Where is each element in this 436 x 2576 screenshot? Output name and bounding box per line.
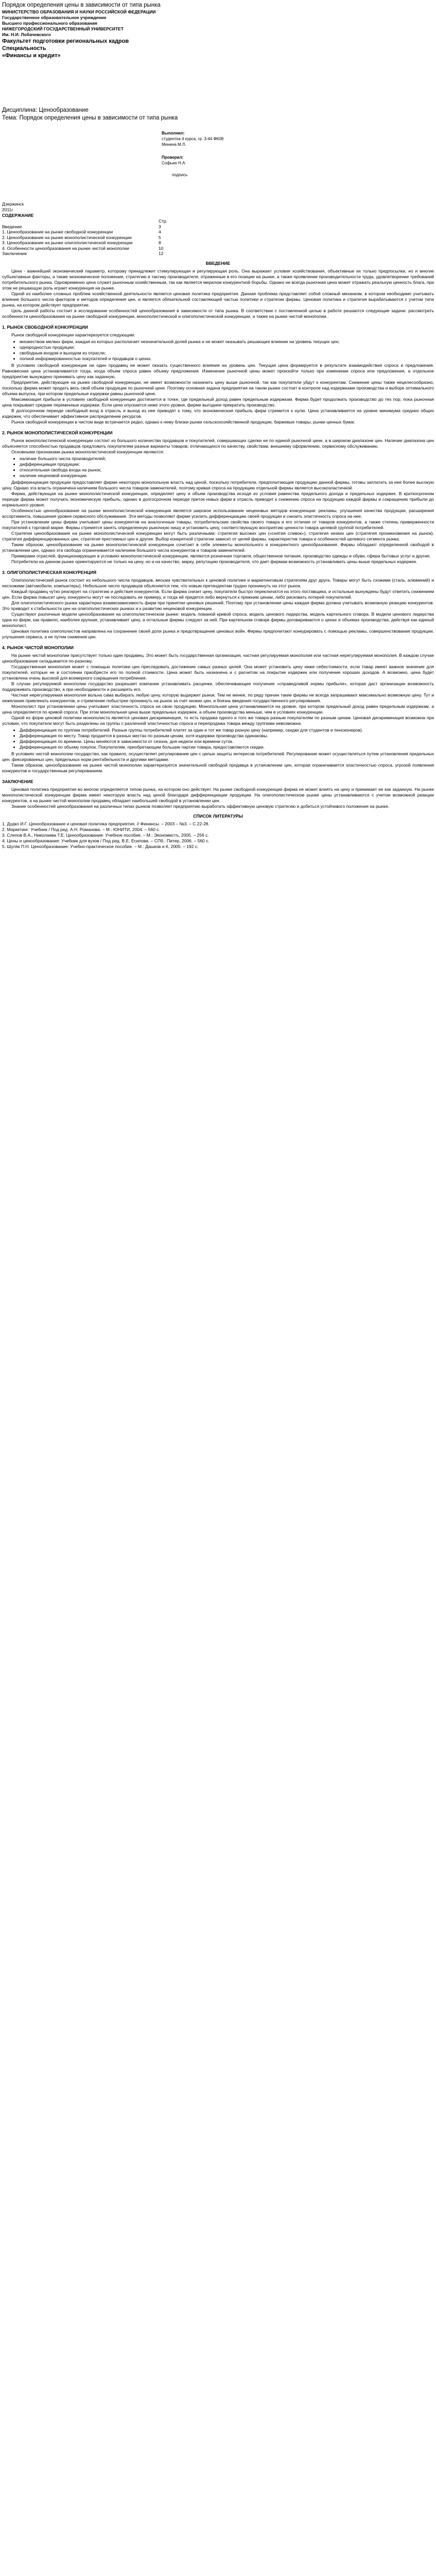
section-3-paragraph: Ценовая политика олигополистов направлена на сохранение своей доли рынка и предотвращение ценовых войн. Фирмы предпочитают конкурировать с помощью рекламы, совершенствования продукции, улучшения сервиса, а не путем снижения цен. [2,628,434,639]
ministry-line: МИНИСТЕРСТВО ОБРАЗОВАНИЯ И НАУКИ РОССИЙСКОЙ ФЕДЕРАЦИИ [2,9,156,14]
toc-row-title: 1. Ценообразование на рынке свободной конкуренции [2,229,113,234]
intro-heading: ВВЕДЕНИЕ [205,260,231,266]
performed-label: Выполнил: [162,131,185,135]
discipline-line: Дисциплина: Ценообразование [2,107,89,113]
toc-row-page: 10 [159,245,164,251]
checker-block [162,155,434,178]
org-line-1: Государственное образовательное учреждение [2,15,107,20]
specialty-label: Специальность [2,45,46,52]
section-1-paragraph: Рынок свободной конкуренции характеризуется следующим: [11,332,135,337]
conclusion-heading: ЗАКЛЮЧЕНИЕ [2,778,33,784]
org-line-3: НИЖЕГОРОДСКИЙ ГОСУДАРСТВЕННЫЙ УНИВЕРСИТЕТ [2,26,124,31]
source-item: 1. Дудко И.Г. Ценообразование и ценовая политика предприятия. // Финансы. – 2003 – №3. – С.22-28. [2,821,210,826]
toc-row [2,251,172,257]
toc-row [2,229,172,235]
toc-row-title: Заключение [2,251,27,256]
source-item: 4. Цены и ценообразование: Учебник для вузов / Под ред. В.Е. Есипова. – СПб.: Питер, 2006. – 560 с. [2,838,210,843]
document-title: Порядок определения цены в зависимости от типа рынка [2,2,161,8]
section-2-bullet-list [2,456,434,479]
section-1-paragraph: Максимизация прибыли в условиях свободной конкуренции достигается в точке, где предельный доход равен предельным издержкам. Фирма будет продолжать производство до тех пор, пока рыночная цена покрывает средние переменные издержки. Если цена опускается ниже этого уровня, фирме выгоднее прекратить производство. [2,396,434,408]
section-2-heading: 2. РЫНОК МОНОПОЛИСТИЧЕСКОЙ КОНКУРЕНЦИИ [2,430,113,435]
list-item: • дифференциация продукции; [20,462,434,467]
toc-heading: СОДЕРЖАНИЕ [2,213,34,218]
section-2-paragraph: Таким образом, ценообразование на рынке монополистической конкуренции сочетает в себе элементы монопольного и конкурентного ценообразования. Фирмы обладают определенной свободой в установлении цен, однако эта свобода ограничивается наличием большого числа конкурентов и товаров-заменителей. [2,541,434,553]
list-item: • Дифференциация по группам потребителей. Разные группы потребителей платят за один и тот же товар разную цену (например, скидки для студентов и пенсионеров). [20,727,434,733]
conclusion-paragraph: Ценовая политика предприятия во многом определяется типом рынка, на котором оно действует. На рынке свободной конкуренции фирма не может влиять на цену и принимает ее как заданную. На рынке монополистической конкуренции фирма имеет некоторую власть над ценой благодаря дифференциации продукции. На олигополистическом рынке цены устанавливаются с учетом возможной реакции конкурентов, а на рынке чистой монополии продавец обладает наибольшей свободой в установлении цен. [2,786,434,803]
section-4-paragraph: В случае регулируемой монополии государство разрешает компании устанавливать расценки, обеспечивающие получение «справедливой нормы прибыли», которая даст организации возможность поддерживать производство, а при необходимости и расширять его. [2,681,434,692]
specialty-name: «Финансы и кредит» [2,53,61,59]
section-4-paragraph: Одной из форм ценовой политики монополиста является ценовая дискриминация, то есть продажа одного и того же товара разным покупателям по разным ценам. Ценовая дискриминация возможна при условии, что покупатели могут быть разделены на группы с различной эластичностью спроса и перепродажа товара между группами невозможна. [2,715,434,726]
section-1-paragraph: Рынок свободной конкуренции в чистом виде встречается редко, однако к нему близки рынки сельскохозяйственной продукции, биржевые товары, рынки ценных бумаг. [11,419,355,425]
section-2-paragraph: Дифференциация продукции предоставляет фирме некоторую монопольную власть над ценой, поскольку потребители, предпочитающие продукцию данной фирмы, готовы заплатить за нее более высокую цену. Однако эта власть ограничена наличием большого числа товаров-заменителей, поэтому кривая спроса на продукцию отдельной фирмы является высокоэластичной. [2,479,434,490]
performed-line-2: Минина М.Л. [162,142,186,147]
source-item: 2. Маркетинг: Учебник / Под ред. А.Н. Романова. – М.: ЮНИТИ, 2004. – 560 с. [2,826,160,832]
toc-row [2,224,172,230]
toc-row [2,235,172,241]
section-4-paragraph: Монополист при установлении цены учитывает эластичность спроса на свою продукцию. Монопольная цена устанавливается на уровне, при котором предельный доход равен предельным издержкам, а цена определяется по кривой спроса. При этом монопольная цена выше предельных издержек, а объем производства меньше, чем в условиях конкуренции. [2,703,434,715]
source-item: 5. Шуляк П.Н. Ценообразование: Учебно-практическое пособие. – М.: Дашков и К, 2005. – 192 с. [2,843,199,849]
section-1-heading: 1. РЫНОК СВОБОДНОЙ КОНКУРЕНЦИИ [2,324,88,330]
org-line-4: Им. Н.И. Лобачевского [2,32,51,37]
section-1-paragraph: В долгосрочном периоде свободный вход в отрасль и выход из нее приводят к тому, что экономическая прибыль фирм стремится к нулю. Цена устанавливается на уровне минимума средних общих издержек, что обеспечивает эффективное распределение ресурсов. [2,408,434,419]
section-3-heading: 3. ОЛИГОПОЛИСТИЧЕСКАЯ КОНКУРЕНЦИЯ [2,569,97,575]
toc-row-page: 4 [159,229,161,234]
section-4-paragraph: Государственная монополия может с помощью политики цен преследовать достижение самых разных целей. Она может установить цену ниже себестоимости, если товар имеет важное значение для покупателей, которые не в состоянии приобрести его по полной стоимости. Цена может быть назначена и с расчетом на покрытие издержек или получение хороших доходов. А возможно, цена будет установлена очень высокой для всемерного сокращения потребления. [2,664,434,681]
performed-line-1: студентка 4 курса, гр. 3-44 ФК08 [162,137,224,141]
toc-row-page: 8 [159,240,161,245]
sources-list [2,821,434,850]
list-item: • свободным входом и выходом из отрасли; [20,350,434,356]
checked-label: Проверил: [162,155,184,160]
section-1-paragraph: Предприятие, действующее на рынке свободной конкуренции, не имеет возможности назначить цену выше рыночной, так как покупатели уйдут к конкурентам. Снижение цены также нецелесообразно, поскольку фирма может продать весь свой объем продукции по рыночной цене. Поэтому основная задача предприятия на таком рынке состоит в контроле над издержками производства и выборе оптимального объема выпуска, при котором предельные издержки равны рыночной цене. [2,379,434,396]
toc-row-page: 5 [159,234,161,240]
toc-row [2,246,172,251]
list-item: • наличие неценовой конкуренции. [20,473,434,479]
toc-row-title: 2. Ценообразование на рынке монополистической конкуренции [2,234,132,240]
intro-paragraph: Одной из наиболее сложных проблем хозяйственной деятельности является ценовая политика предприятия. Данная проблема представляет собой сложный механизм, в котором необходимо учитывать влияние большого числа факторов и методов определения цен, и является обязательной составляющей частью политики и стратегии фирмы. Ценовая политика и стратегия вырабатываются с учетом типа рынка, на котором действует предприятие. [2,291,434,308]
toc-row-title: 3. Ценообразование на рынке олигополистической конкуренции [2,240,133,245]
topic-line: Тема: Порядок определения цены в зависимости от типа рынка [2,115,178,121]
section-2-paragraph: Рынок монополистической конкуренции состоит из большого количества продавцов и покупателей, совершающих сделки не по единой рыночной цене, а в широком диапазоне цен. Наличие диапазона цен объясняется способностью продавцов предложить покупателям разные варианты товаров, отличающихся по качеству, свойствам, внешнему оформлению, сервисному обслуживанию. [2,437,434,449]
intro-paragraph: Цель данной работы состоит в исследовании особенностей ценообразования в зависимости от типа рынка. В соответствии с поставленной целью в работе решаются следующие задачи: рассмотреть особенности ценообразования на рынке свободной конкуренции, монополистической и олигополистической конкуренции, а также на рынке чистой монополии. [2,308,434,319]
list-item: • однородностью продукции; [20,345,434,350]
section-4-paragraph: Частная нерегулируемая монополия вольна сама выбирать любую цену, которую выдержит рынок. Тем не менее, по ряду причин такие фирмы не всегда запрашивают максимально возможную цену. Тут и нежелание привлекать конкурентов, и стремление побыстрее проникнуть на рынок за счет низких цен, и боязнь введения государственного регулирования. [2,692,434,703]
section-3-paragraph: Существуют различные модели ценообразования на олигополистическом рынке: модель ломаной кривой спроса, модель ценового лидерства, модель картельного сговора. В модели ценового лидерства одна из фирм, как правило, наиболее крупная, устанавливает цену, а остальные фирмы следуют за ней. При картельном сговоре фирмы договариваются о ценах и объемах производства, действуя как единый монополист. [2,611,434,628]
year-line: 2011г. [2,207,14,212]
section-3-paragraph: Для олигополистического рынка характерна взаимозависимость фирм при принятии ценовых решений. Поэтому при установлении цены каждая фирма должна учитывать возможную реакцию конкурентов. Это приводит к стабильности цен на олигополистических рынках и к развитию неценовой конкуренции. [2,600,434,611]
section-2-paragraph: Особенностью ценообразования на рынке монополистической конкуренции является широкое использование неценовых методов конкуренции: рекламы, улучшения качества продукции, расширения ассортимента, повышения уровня сервисного обслуживания. Эти методы позволяют фирме усилить дифференциацию своей продукции и снизить эластичность спроса на нее. [2,507,434,519]
section-2-paragraph: Основными признаками рынка монополистической конкуренции являются: [11,449,164,454]
list-item: • Дифференциация по времени. Цены меняются в зависимости от сезона, дня недели или времени суток. [20,739,434,744]
section-4-paragraph: На рынке чистой монополии присутствует только один продавец. Это может быть государственная организация, частная регулируемая монополия или частная нерегулируемая монополия. В каждом случае ценообразование складывается по-разному. [2,652,434,664]
section-4-bullet-list [2,727,434,750]
section-2-paragraph: Стратегии ценообразования на рынке монополистической конкуренции могут быть различными: стратегия высоких цен («снятия сливок»), стратегия низких цен (стратегия проникновения на рынок), стратегия дифференцированных цен, стратегия престижных цен и другие. Выбор конкретной стратегии зависит от целей фирмы, характеристик товара и особенностей целевого сегмента рынка. [2,530,434,541]
list-item: • наличие большого числа производителей; [20,456,434,462]
section-1-paragraph: В условиях свободной конкуренции ни один продавец не может оказать существенного влияния на уровень цен. Текущая цена формируется в результате взаимодействия спроса и предложения. Равновесная цена устанавливается тогда, когда объем спроса равен объему предложения. Изменение рыночной цены может произойти только при изменении спроса или предложения, а отдельное предприятие вынуждено принимать цену как заданную. [2,362,434,379]
checked-line-1: Софьин Н.А. [162,161,186,165]
section-4-paragraph: В условиях чистой монополии государство, как правило, осуществляет регулирование цен с целью защиты интересов потребителей. Регулирование может осуществляться путем установления предельных цен, фиксированных цен, предельных норм рентабельности и другими методами. [2,751,434,762]
section-2-paragraph: Потребители на данном рынке ориентируются не только на цену, но и на качество, марку, репутацию производителя, что дает фирмам возможность устанавливать цены выше предельных издержек. [11,558,417,564]
faculty-title: Факультет подготовки региональных кадров [2,38,129,44]
toc-page-label-row [2,218,172,224]
document-page [0,0,436,850]
section-2-paragraph: При установлении цены фирма учитывает цены конкурентов на аналогичные товары, потребительские свойства своего товара и его отличия от товаров конкурентов, а также степень приверженности покупателей к торговой марке. Фирмы стремятся занять определенную рыночную нишу и установить цену, соответствующую восприятию ценности товара целевой группой потребителей. [2,519,434,530]
toc-page-label: Стр. [159,218,168,224]
section-4-paragraph: Таким образом, ценообразование на рынке чистой монополии характеризуется значительной свободой продавца в установлении цен, которая ограничивается эластичностью спроса, угрозой появления конкурентов и государственным регулированием. [2,762,434,773]
section-1-bullet-list [2,339,434,362]
table-of-contents [2,213,172,257]
section-4-heading: 4. РЫНОК ЧИСТОЙ МОНОПОЛИИ [2,645,74,650]
conclusion-paragraph: Знание особенностей ценообразования на различных типах рынков позволяет предприятию выработать эффективную ценовую стратегию и добиться устойчивого положения на рынке. [11,803,390,809]
performer-block [162,130,434,147]
list-item: • множеством мелких фирм, каждая из которых располагает незначительной долей рынка и не может оказывать решающее влияние на уровень текущих цен; [20,339,434,345]
intro-paragraph: Цена - важнейший экономический параметр, которому принадлежит стимулирующая и регулирующая роль. Она выражает условия хозяйствования, объективные их только предпосылки, но и многие субъективные факторы, а также экономическое положение, стратегию и тактику производителя, отраженные в его позиции на рынке, а также проявление производительности труда, удовлетворение требований потребительского рынка. Одновременно цена служит рыночным хозяйственным, так как является мерилом конкурентной борьбы. Однако не всегда рыночная цена может отражать реальную ценность блага, при этом не решающую роль играет конкуренция на рынке. [2,268,434,291]
source-item: 3. Слепов В.А., Николаева Т.Е. Ценообразование: Учебное пособие. – М.: Экономистъ, 2005. – 256 с. [2,832,209,838]
list-item: • Дифференциация по объему покупок. Покупателям, приобретающим большие партии товара, предоставляются скидки. [20,744,434,750]
toc-row-page: 12 [159,251,164,256]
city-line: Дзержинск [2,201,24,207]
section-2-paragraph: Примерами отраслей, функционирующих в условиях монополистической конкуренции, являются розничная торговля, общественное питание, производство одежды и обуви, сфера бытовых услуг и другие. [11,553,431,558]
org-line-2: Высшего профессионального образования [2,21,97,26]
list-item: • полной информированностью покупателей и продавцов о ценах. [20,356,434,362]
list-item: • Дифференциация по месту. Товар продается в разных местах по разным ценам, хотя издержки производства одинаковы. [20,733,434,739]
section-2-paragraph: Фирма, действующая на рынке монополистической конкуренции, определяет цену и объем производства исходя из условия равенства предельного дохода и предельных издержек. В краткосрочном периоде фирма может получать экономическую прибыль, однако в долгосрочном периоде приток новых фирм в отрасль приводит к снижению спроса на продукцию каждой фирмы и сокращению прибыли до нормального уровня. [2,490,434,507]
sources-heading: СПИСОК ЛИТЕРАТУРЫ [193,813,243,819]
section-3-paragraph: Каждый продавец чутко реагирует на стратегию и действия конкурентов. Если фирма снизит цену, покупатели быстро переключатся на этого поставщика, и остальные вынуждены будут ответить снижением цен. Если фирма повысит цену, конкуренты могут не последовать ее примеру, и тогда ей придется либо вернуться к прежним ценам, либо рисковать потерей покупателей. [2,588,434,600]
list-item: • относительная свобода входа на рынок; [20,467,434,473]
toc-row-title: Введение [2,224,22,229]
section-3-paragraph: Олигополистический рынок состоит из небольшого числа продавцов, весьма чувствительных к ценовой политике и маркетинговым стратегиям друг друга. Товары могут быть схожими (сталь, алюминий) и несхожими (автомобили, компьютеры). Небольшое число продавцов объясняется тем, что новым претендентам трудно проникнуть на этот рынок. [2,577,434,588]
toc-row-title: 4. Особенности ценообразования на рынке чистой монополии [2,245,129,251]
toc-row [2,240,172,246]
toc-row-page: 3 [159,224,161,229]
sign-line: подпись [172,173,188,177]
